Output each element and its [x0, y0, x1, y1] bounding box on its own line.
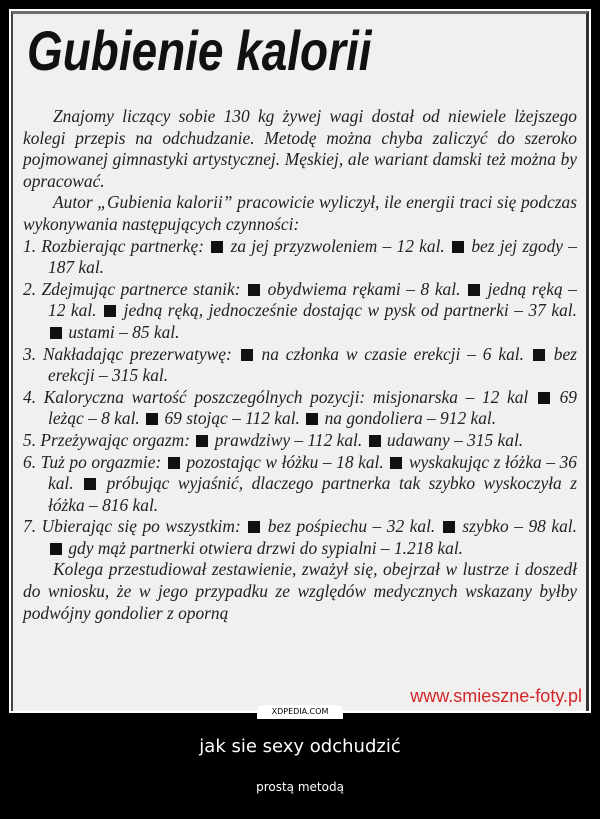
bullet-square-icon	[443, 521, 455, 533]
list-item: 6. Tuż po orgazmie: pozostając w łóżku – 18 kal. wyskakując z łóżka – 36 kal. próbując wyjaśnić, dlaczego partnerka tak szybko wyskoczyła z łóżka – 816 kal.	[23, 451, 578, 515]
bullet-square-icon	[533, 349, 545, 361]
newspaper-clipping	[11, 11, 589, 711]
bullet-square-icon	[538, 392, 550, 404]
list-item: 4. Kaloryczna wartość poszczególnych pozycji: misjonarska – 12 kal 69 leżąc – 8 kal. 69 stojąc – 112 kal. na gondoliera – 912 kal.	[23, 386, 577, 429]
article-intro-2: Autor „Gubienia kalorii” pracowicie wyliczył, ile energii traci się podczas wykonywania następujących czynności:	[23, 192, 577, 234]
poster-frame	[9, 9, 591, 713]
bullet-square-icon	[146, 413, 158, 425]
list-item: 5. Przeżywając orgazm: prawdziwy – 112 kal. udawany – 315 kal.	[23, 429, 524, 450]
bullet-square-icon	[168, 457, 180, 469]
article-intro-1: Znajomy liczący sobie 130 kg żywej wagi dostał od niewiele lżejszego kolegi przepis na odchudzanie. Metodę można chyba zaliczyć do szeroko pojmowanej gimnastyki artystycznej. Męskiej, ale wariant damski też można by opracować.	[23, 106, 577, 191]
article-title: Gubienie kalorii	[27, 19, 372, 82]
calorie-list	[23, 236, 577, 560]
bullet-square-icon	[50, 327, 62, 339]
bullet-square-icon	[390, 457, 402, 469]
article-body	[23, 106, 577, 624]
bullet-square-icon	[84, 478, 96, 490]
bullet-square-icon	[248, 284, 260, 296]
watermark-text: www.smieszne-foty.pl	[410, 686, 582, 706]
list-item: 1. Rozbierając partnerkę: za jej przyzwoleniem – 12 kal. bez jej zgody – 187 kal.	[23, 235, 577, 278]
bullet-square-icon	[248, 521, 260, 533]
caption-title: jak sie sexy odchudzić	[199, 736, 401, 757]
bullet-square-icon	[452, 241, 464, 253]
bullet-square-icon	[196, 435, 208, 447]
bullet-square-icon	[50, 543, 62, 555]
bullet-square-icon	[306, 413, 318, 425]
bullet-square-icon	[211, 241, 223, 253]
list-item: 2. Zdejmując partnerce stanik: obydwiema rękami – 8 kal. jedną ręką – 12 kal. jedną ręką, jednocześnie dostając w pysk od partnerki – 37 kal. ustami – 85 kal.	[23, 278, 577, 342]
bullet-square-icon	[369, 435, 381, 447]
list-item: 3. Nakładając prezerwatywę: na członka w czasie erekcji – 6 kal. bez erekcji – 315 kal.	[23, 343, 577, 386]
bullet-square-icon	[104, 305, 116, 317]
list-item: 7. Ubierając się po wszystkim: bez pośpiechu – 32 kal. szybko – 98 kal. gdy mąż partnerki otwiera drzwi do sypialni – 1.218 kal.	[23, 516, 577, 558]
bullet-square-icon	[468, 284, 480, 296]
site-badge: XDPEDIA.COM	[257, 705, 343, 719]
article-outro: Kolega przestudiował zestawienie, zważył się, obejrzał w lustrze i doszedł do wniosku, że w jego przypadku ze względów medycznych wskazany byłby podwójny gondolier z oporną	[23, 559, 577, 623]
caption-subtitle: prostą metodą	[256, 780, 344, 794]
bullet-square-icon	[241, 349, 253, 361]
